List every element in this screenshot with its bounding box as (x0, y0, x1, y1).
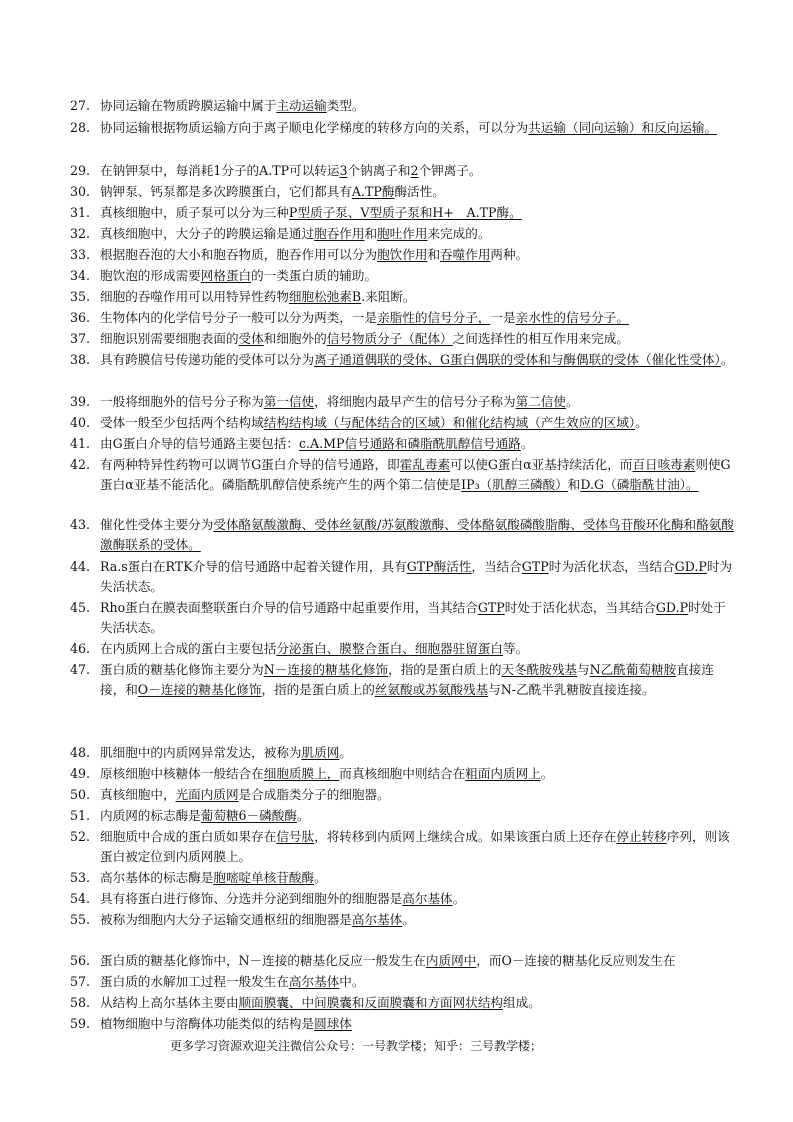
item-number: 36. (70, 310, 91, 325)
item-text: 高尔基体的标志酶是胞嘧啶单核苷酸酶。 (100, 870, 327, 885)
item-number: 30. (70, 184, 91, 199)
item-number: 56. (70, 953, 91, 968)
item-number: 42. (70, 457, 91, 472)
list-item (70, 557, 734, 597)
list-item (70, 868, 734, 888)
item-text: 从结构上高尔基体主要由顺面膜囊、中间膜囊和反面膜囊和方面网状结构组成。 (100, 995, 541, 1010)
item-number: 45. (70, 600, 91, 615)
item-text: 细胞识别需要细胞表面的受体和细胞外的信号物质分子（配体）之间选择性的相互作用来完成。 (100, 331, 629, 346)
item-text: 由G蛋白介导的信号通路主要包括：c.A.MP信号通路和磷脂酰肌醇信号通路。 (100, 436, 534, 451)
list-item (70, 266, 734, 286)
item-text: 一般将细胞外的信号分子称为第一信使，将细胞内最早产生的信号分子称为第二信使。 (100, 394, 579, 409)
item-text: 具有跨膜信号传递功能的受体可以分为离子通道偶联的受体、G蛋白偶联的受体和与酶偶联的受体（催化性受体）。 (100, 352, 734, 367)
item-number: 57. (70, 974, 91, 989)
item-number: 59. (70, 1016, 91, 1031)
list-item (70, 639, 734, 659)
item-number: 43. (70, 517, 91, 532)
item-number: 49. (70, 766, 91, 781)
item-text: 真核细胞中，大分子的跨膜运输是通过胞吞作用和胞吐作用来完成的。 (100, 226, 491, 241)
list-item (70, 245, 734, 265)
list-item (70, 224, 734, 244)
list-item (70, 889, 734, 909)
item-number: 53. (70, 870, 91, 885)
item-text: 协同运输根据物质运输方向于离子顺电化学梯度的转移方向的关系，可以分为共运输（同向运输）和反向运输。 (100, 120, 718, 135)
item-text: 细胞质中合成的蛋白质如果存在信号肽，将转移到内质网上继续合成。如果该蛋白质上还存在停止转移序列，则该蛋白被定位到内质网膜上。 (100, 829, 730, 864)
item-text: 在内质网上合成的蛋白主要包括分泌蛋白、膜整合蛋白、细胞器驻留蛋白等。 (100, 641, 529, 656)
item-number: 27. (70, 98, 91, 113)
list-item (70, 96, 734, 116)
list-item (70, 743, 734, 763)
item-text: 细胞的吞噬作用可以用特异性药物细胞松弛素B.来阻断。 (100, 289, 416, 304)
list-item (70, 308, 734, 328)
item-text: 受体一般至少包括两个结构域结构结构域（与配体结合的区域）和催化结构域（产生效应的区域）。 (100, 415, 648, 430)
item-number: 52. (70, 829, 91, 844)
item-text: 蛋白质的水解加工过程一般发生在高尔基体中。 (100, 974, 365, 989)
item-number: 47. (70, 662, 91, 677)
item-number: 29. (70, 163, 91, 178)
footer-note: 更多学习资源欢迎关注微信公众号：一号教学楼；知乎：三号教学楼； (170, 1039, 543, 1053)
list-item (70, 598, 734, 638)
item-number: 58. (70, 995, 91, 1010)
item-text: Rho蛋白在膜表面整联蛋白介导的信号通路中起重要作用，当其结合GTP时处于活化状态，当其结合GD.P时处于失活状态。 (100, 600, 726, 635)
list-item (70, 1014, 734, 1034)
list-item (70, 287, 734, 307)
list-item (70, 413, 734, 433)
list-item (70, 806, 734, 826)
item-text: 真核细胞中，质子泵可以分为三种P型质子泵、V型质子泵和H+ A.TP酶。 (100, 205, 522, 220)
item-text: 蛋白质的糖基化修饰中，N－连接的糖基化反应一般发生在内质网中，而O－连接的糖基化反应则发生在 (100, 953, 676, 968)
item-text: 在钠钾泵中，每消耗1分子的A.TP可以转运3个钠离子和2个钾离子。 (100, 163, 482, 178)
item-text: 有两种特异性药物可以调节G蛋白介导的信号通路，即霍乱毒素可以使G蛋白α亚基持续活化，而百日咳毒素则使G蛋白α亚基不能活化。磷脂酰肌醇信使系统产生的两个第二信使是IP₃（肌醇三磷酸）和D.G（磷脂酰甘油）。 (100, 457, 731, 492)
item-text: 真核细胞中，光面内质网是合成脂类分子的细胞器。 (100, 787, 390, 802)
list-item (70, 827, 734, 867)
item-number: 46. (70, 641, 91, 656)
item-text: Ra.s蛋白在RTK介导的信号通路中起着关键作用，具有GTP酶活性，当结合GTP时为活化状态，当结合GD.P时为失活状态。 (100, 559, 733, 594)
list-item (70, 764, 734, 784)
item-text: 植物细胞中与溶酶体功能类似的结构是圆球体 (100, 1016, 352, 1031)
list-item (70, 161, 734, 181)
item-number: 32. (70, 226, 91, 241)
item-number: 34. (70, 268, 91, 283)
list-item (70, 972, 734, 992)
list-item (70, 118, 734, 138)
item-text: 钠钾泵、钙泵都是多次跨膜蛋白，它们都具有A.TP酶酶活性。 (100, 184, 445, 199)
item-number: 39. (70, 394, 91, 409)
list-item (70, 350, 734, 370)
list-item (70, 329, 734, 349)
item-number: 35. (70, 289, 91, 304)
item-number: 40. (70, 415, 91, 430)
item-text: 胞饮泡的形成需要网格蛋白的一类蛋白质的辅助。 (100, 268, 378, 283)
item-text: 根据胞吞泡的大小和胞吞物质，胞吞作用可以分为胞饮作用和吞噬作用两种。 (100, 247, 529, 262)
list-item (70, 392, 734, 412)
item-number: 33. (70, 247, 91, 262)
item-text: 肌细胞中的内质网异常发达，被称为肌质网。 (100, 745, 352, 760)
item-text: 蛋白质的糖基化修饰主要分为N－连接的糖基化修饰，指的是蛋白质上的天冬酰胺残基与N乙酰葡萄糖胺直接连接，和O－连接的糖基化修饰，指的是蛋白质上的丝氨酸或苏氨酸残基与N-乙酰半乳糖胺直接连接。 (100, 662, 714, 697)
item-number: 48. (70, 745, 91, 760)
item-text: 协同运输在物质跨膜运输中属于主动运输类型。 (100, 98, 365, 113)
item-number: 44. (70, 559, 91, 574)
list-item (70, 203, 734, 223)
item-text: 原核细胞中核糖体一般结合在细胞质膜上，而真核细胞中则结合在粗面内质网上。 (100, 766, 554, 781)
item-text: 生物体内的化学信号分子一般可以分为两类，一是亲脂性的信号分子，一是亲水性的信号分子。 (100, 310, 629, 325)
item-number: 37. (70, 331, 91, 346)
list-item (70, 515, 734, 555)
item-number: 41. (70, 436, 91, 451)
item-text: 催化性受体主要分为受体酪氨酸激酶、受体丝氨酸/苏氨酸激酶、受体酪氨酸磷酸脂酶、受体鸟苷酸环化酶和酪氨酸激酶联系的受体。 (100, 517, 734, 552)
item-text: 内质网的标志酶是葡萄糖6－磷酸酶。 (100, 808, 310, 823)
item-text: 被称为细胞内大分子运输交通枢纽的细胞器是高尔基体。 (100, 912, 415, 927)
list-item (70, 951, 734, 971)
list-item (70, 785, 734, 805)
list-item (70, 182, 734, 202)
item-number: 31. (70, 205, 91, 220)
list-item (70, 434, 734, 454)
item-number: 55. (70, 912, 91, 927)
list-item (70, 993, 734, 1013)
item-number: 28. (70, 120, 91, 135)
item-text: 具有将蛋白进行修饰、分选并分泌到细胞外的细胞器是高尔基体。 (100, 891, 466, 906)
item-number: 51. (70, 808, 91, 823)
item-number: 38. (70, 352, 91, 367)
list-item (70, 455, 734, 495)
list-item (70, 660, 734, 700)
item-number: 50. (70, 787, 91, 802)
item-number: 54. (70, 891, 91, 906)
list-item (70, 910, 734, 930)
